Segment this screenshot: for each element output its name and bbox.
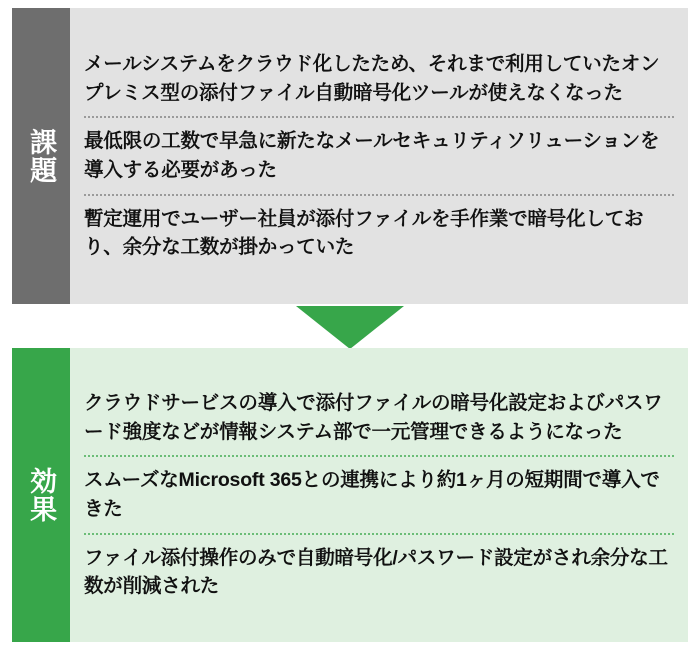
down-arrow-icon [0,306,700,350]
effect-block [12,348,688,642]
list-item: クラウドサービスの導入で添付ファイルの暗号化設定およびパスワード強度などが情報システム部で一元管理できるようになった [84,392,663,443]
list-item: ファイル添付操作のみで自動暗号化/パスワード設定がされ余分な工数が削減された [84,533,674,610]
issue-block [12,8,688,304]
effect-block-label [12,348,70,642]
effect-block-body [70,348,688,642]
issue-block-body [70,8,688,304]
issue-block-label [12,8,70,304]
list-item: 最低限の工数で早急に新たなメールセキュリティソリューションを導入する必要があった [84,116,674,193]
list-item: メールシステムをクラウド化したため、それまで利用していたオンプレミス型の添付ファイル自動暗号化ツールが使えなくなった [84,53,660,104]
effect-label-text: 効果 [26,467,57,523]
issue-label-text: 課題 [26,128,57,184]
list-item: 暫定運用でユーザー社員が添付ファイルを手作業で暗号化しており、余分な工数が掛かっていた [84,194,674,271]
list-item: スムーズなMicrosoft 365との連携により約1ヶ月の短期間で導入できた [84,455,674,532]
